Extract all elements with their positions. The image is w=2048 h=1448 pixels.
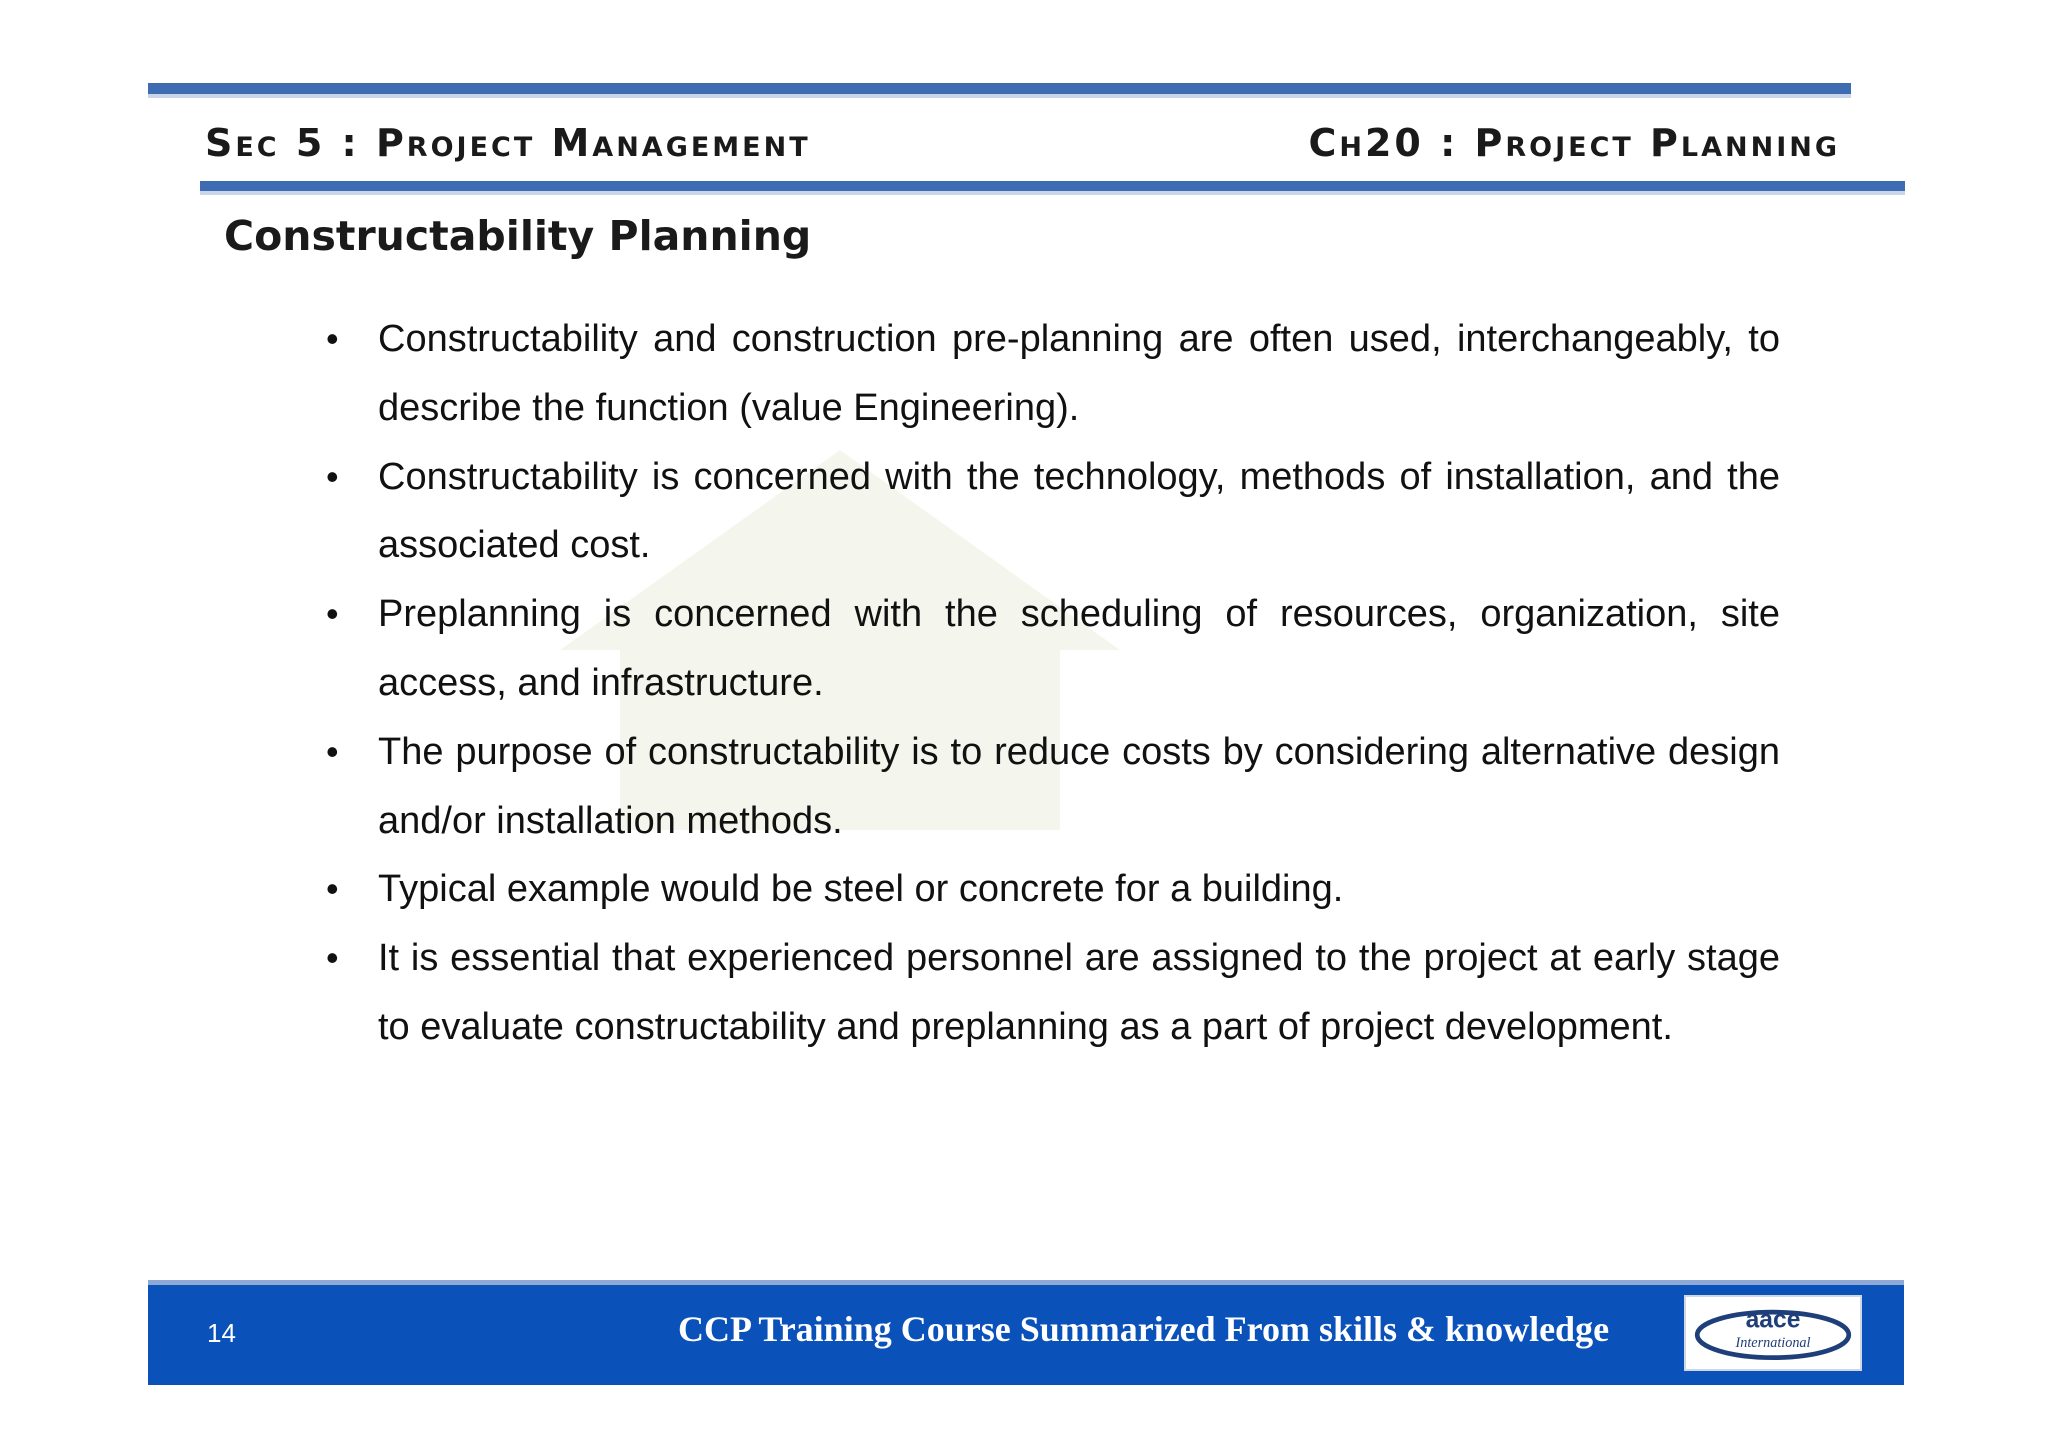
bullet-dot-icon: • — [326, 318, 339, 359]
bullet-item — [318, 580, 1780, 718]
bullet-item — [318, 924, 1780, 1062]
footer-caption: CCP Training Course Summarized From skills & knowledge — [678, 1309, 1610, 1349]
chapter-heading: Ch20 : Project Planning — [1308, 121, 1840, 165]
bullet-text: The purpose of constructability is to reduce costs by considering alternative design and/or installation methods. — [378, 730, 1780, 842]
page-title: Constructability Planning — [224, 212, 812, 260]
section-heading: Sec 5 : Project Management — [205, 121, 811, 165]
bullet-dot-icon: • — [326, 455, 339, 497]
bullet-text: It is essential that experienced personnel are assigned to the project at early stage to evaluate constructability and preplanning as a part of project development. — [378, 937, 1780, 1048]
bullet-list — [318, 305, 1780, 1062]
bullet-item — [318, 305, 1780, 443]
bullet-item — [318, 443, 1780, 581]
header-top-rule — [148, 83, 1851, 94]
aace-logo-icon — [1684, 1295, 1862, 1371]
bullet-dot-icon: • — [326, 730, 339, 772]
header-bottom-rule — [200, 181, 1905, 191]
bullet-item — [318, 718, 1780, 856]
header-bottom-rule-shadow — [200, 191, 1905, 195]
bullet-text: Typical example would be steel or concrete for a building. — [378, 868, 1344, 911]
bullet-dot-icon: • — [326, 868, 339, 910]
bullet-dot-icon: • — [326, 937, 339, 979]
svg-text:International: International — [1735, 1335, 1811, 1352]
header-top-rule-shadow — [148, 94, 1851, 98]
bullet-item — [318, 855, 1780, 924]
bullet-dot-icon: • — [326, 593, 339, 635]
svg-text:aace: aace — [1745, 1306, 1801, 1334]
bullet-text: Preplanning is concerned with the scheduling of resources, organization, site access, and infrastructure. — [378, 593, 1780, 704]
bullet-text: Constructability is concerned with the technology, methods of installation, and the associated cost. — [378, 455, 1780, 567]
bullet-text: Constructability and construction pre-planning are often used, interchangeably, to describe the function (value Engineering). — [378, 318, 1780, 429]
page-number: 14 — [207, 1318, 236, 1348]
aace-logo-graphic — [1686, 1297, 1860, 1369]
